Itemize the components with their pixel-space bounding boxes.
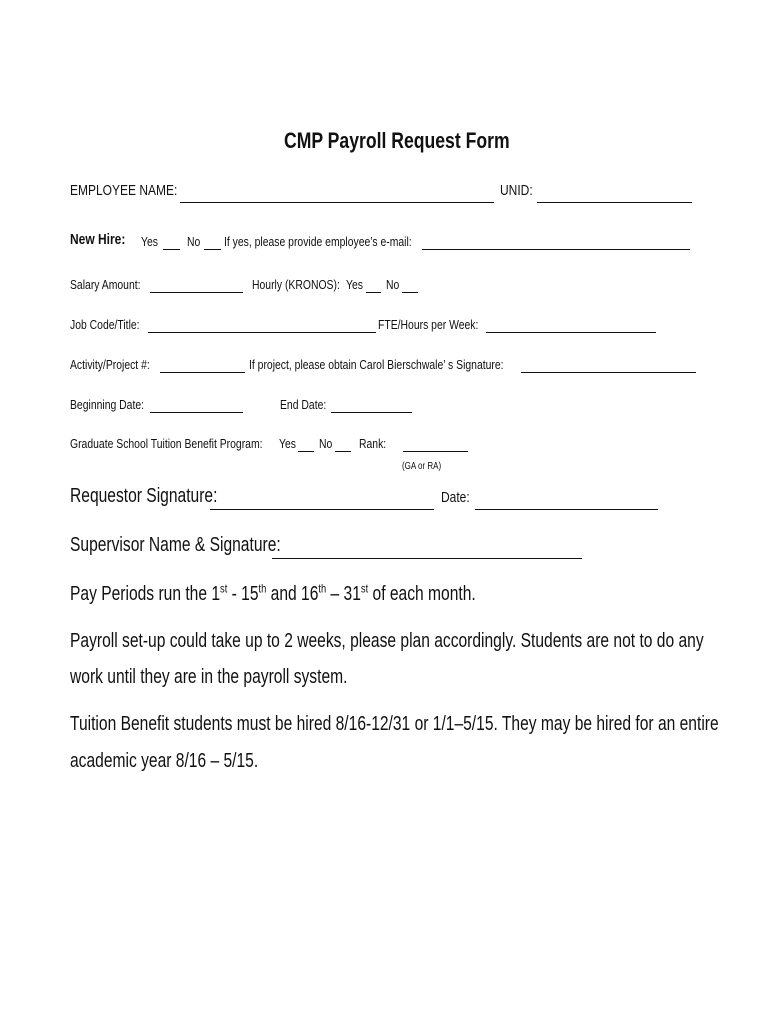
tuition-no-field[interactable] [335,451,351,452]
end-date-field[interactable] [331,412,412,413]
beginning-date-label: Beginning Date: [70,397,145,412]
new-hire-label: New Hire: [70,231,126,248]
activity-project-field[interactable] [160,372,245,373]
new-hire-yes-label: Yes [141,234,158,249]
request-date-field[interactable] [475,509,658,510]
unid-field[interactable] [537,202,692,203]
hourly-kronos-label: Hourly (KRONOS): [252,277,340,292]
activity-project-label: Activity/Project #: [70,357,150,372]
employee-name-label: EMPLOYEE NAME: [70,182,178,199]
setup-note-line-2: work until they are in the payroll system. [70,666,348,688]
fte-hours-label: FTE/Hours per Week: [378,317,479,332]
job-code-field[interactable] [148,332,376,333]
employee-email-field[interactable] [422,249,690,250]
hourly-no-label: No [386,277,400,292]
unid-label: UNID: [500,182,533,199]
tuition-yes-field[interactable] [298,451,314,452]
hourly-yes-label: Yes [346,277,363,292]
supervisor-signature-field[interactable] [272,558,582,559]
rank-label: Rank: [359,436,387,451]
salary-amount-label: Salary Amount: [70,277,141,292]
employee-email-prompt: If yes, please provide employee’s e-mail: [224,234,412,249]
salary-amount-field[interactable] [150,292,243,293]
beginning-date-field[interactable] [150,412,243,413]
employee-name-field[interactable] [180,202,494,203]
project-signature-field[interactable] [521,372,696,373]
request-date-label: Date: [441,489,470,506]
requestor-signature-field[interactable] [210,509,434,510]
new-hire-no-field[interactable] [204,249,221,250]
new-hire-no-label: No [187,234,201,249]
setup-note-line-1: Payroll set-up could take up to 2 weeks, please plan accordingly. Students are not to do any [70,630,704,652]
rank-hint: (GA or RA) [402,461,442,472]
tuition-note-line-2: academic year 8/16 – 5/15. [70,750,259,772]
tuition-note-line-1: Tuition Benefit students must be hired 8/16-12/31 or 1/1–5/15. They may be hired for an entire [70,713,719,735]
tuition-no-label: No [319,436,333,451]
project-signature-prompt: If project, please obtain Carol Bierschwale’ s Signature: [249,357,504,372]
hourly-no-field[interactable] [402,292,418,293]
tuition-yes-label: Yes [279,436,296,451]
hourly-yes-field[interactable] [366,292,381,293]
requestor-signature-label: Requestor Signature: [70,485,218,507]
tuition-program-label: Graduate School Tuition Benefit Program: [70,436,263,451]
supervisor-signature-label: Supervisor Name & Signature: [70,534,281,556]
fte-hours-field[interactable] [486,332,656,333]
job-code-label: Job Code/Title: [70,317,140,332]
end-date-label: End Date: [280,397,327,412]
new-hire-yes-field[interactable] [163,249,180,250]
pay-periods-note: Pay Periods run the 1st - 15th and 16th – 31st of each month. [70,581,476,605]
form-title: CMP Payroll Request Form [284,128,510,153]
rank-field[interactable] [403,451,468,452]
